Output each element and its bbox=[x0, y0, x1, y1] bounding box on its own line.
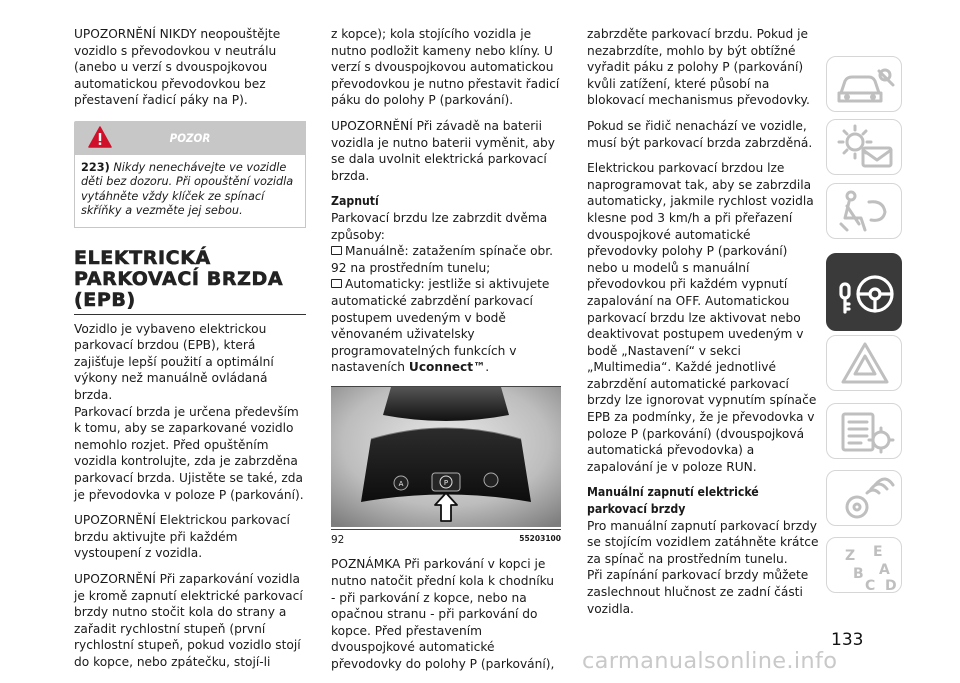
bullet-automatic-end: . bbox=[485, 360, 490, 375]
tab-safety[interactable] bbox=[826, 183, 902, 239]
subheading-manual-engage: Manuální zapnutí elektrické parkovací brzdy bbox=[587, 485, 759, 517]
note-exit-paragraph: UPOZORNĚNÍ Elektrickou parkovací brzdu aktivujte při každém vystoupení z vozidla. bbox=[74, 513, 290, 561]
noise-paragraph: Při zapínání parkovací brzdy můžete zaslechnout hlučnost ze zadní části vozidla. bbox=[587, 568, 809, 616]
tab-car-info[interactable] bbox=[826, 56, 902, 112]
figure-epb-switch bbox=[331, 387, 561, 527]
key-steering-wheel-icon bbox=[827, 254, 903, 332]
bullet-manual bbox=[331, 243, 561, 276]
warning-header bbox=[74, 121, 306, 155]
watermark: carmanualsonline.info bbox=[582, 648, 838, 674]
battery-note-paragraph: UPOZORNĚNÍ Při závadě na baterii vozidla je nutno baterii vyměnit, aby se dala uvolnit elektrická parkovací brzda. bbox=[331, 118, 555, 183]
page-number: 133 bbox=[831, 630, 864, 650]
tab-starting-driving[interactable] bbox=[826, 253, 902, 331]
hill-descent-button-icon bbox=[484, 473, 498, 487]
bullet-automatic bbox=[331, 276, 561, 376]
svg-text:C: C bbox=[865, 578, 876, 594]
svg-text:E: E bbox=[873, 544, 883, 560]
column-left bbox=[74, 26, 306, 679]
svg-text:P: P bbox=[443, 478, 449, 487]
figure-caption bbox=[331, 532, 561, 549]
epb-intro-paragraph: Vozidlo je vybaveno elektrickou parkovací brzdou (EPB), která zajišťuje lepší použití a optimální výkony než manuálně ovládaná brzda. bbox=[74, 321, 274, 402]
warning-number: 223) bbox=[81, 160, 110, 174]
figure-bottom-rule bbox=[331, 529, 561, 530]
multimedia-icon bbox=[827, 471, 903, 527]
svg-text:B: B bbox=[853, 566, 864, 582]
bullet-automatic-text: Automaticky: jestliže si aktivujete automatické zabrzdění parkovací postupem uvedeným v bodě věnovaném uživatelsky programovatelných funkcích v nastaveních bbox=[331, 277, 550, 375]
svg-text:A: A bbox=[398, 479, 404, 488]
figure-code: 55203100 bbox=[519, 533, 561, 543]
tab-warning-lights[interactable] bbox=[826, 119, 902, 175]
tab-emergency[interactable] bbox=[826, 335, 902, 391]
epb-console-illustration bbox=[331, 387, 561, 527]
maintenance-list-icon bbox=[827, 404, 903, 460]
section-heading: ELEKTRICKÁ PARKOVACÍ BRZDA (EPB) bbox=[74, 248, 306, 315]
column-right bbox=[587, 26, 819, 617]
manual-engage-paragraph: Pro manuální zapnutí parkovací brzdy se stojícím vozidlem zatáhněte krátce za spínač na prostředním tunelu. bbox=[587, 518, 819, 566]
warning-lights-icon bbox=[827, 120, 903, 176]
tab-index[interactable] bbox=[826, 537, 902, 593]
warning-text: Nikdy nenechávejte ve vozidle děti bez dozoru. Při opouštění vozidla vytáhněte vždy klíček ze spínací skříňky a vezměte jej sebou. bbox=[81, 160, 294, 218]
driver-absent-paragraph: Pokud se řidič nenachází ve vozidle, musí být parkovací brzda zabrzděná. bbox=[587, 118, 813, 150]
svg-text:D: D bbox=[885, 578, 897, 594]
airbag-safety-icon bbox=[827, 184, 903, 240]
note-parking-paragraph: UPOZORNĚNÍ Při zaparkování vozidla je kromě zapnutí elektrické parkovací brzdy nutno stočit kola do strany a zařadit rychlostní stupeň (první rychlostní stupeň, pokud vozidlo stojí do kopce, nebo zpátečku, stojí-li bbox=[74, 571, 303, 669]
brake-continued-paragraph: zabrzděte parkovací brzdu. Pokud je nezabrzdíte, mohlo by být obtížné vyřadit páku z polohy P (parkování) kvůli zatížení, které působí na blokovací mechanismus převodovky. bbox=[587, 27, 810, 108]
warning-box bbox=[74, 155, 306, 228]
auto-programming-paragraph: Elektrickou parkovací brzdou lze naprogramovat tak, aby se zabrzdila automaticky, jakmile rychlost vozidla klesne pod 3 km/h a při přeřazení dvouspojkové automatické převodovky polohy P (parkování) nebo u modelů s manuální převodovkou při každém vypnutí zapalování na OFF. Automatickou parkovací brzdu lze aktivovat nebo deaktivovat postupem uvedeným v bodě „Nastavení“ v sekci „Multimedia“. Každé jednotlivé zabrzdění automatické parkovací brzdy lze ignorovat vypnutím spínače EPB za podmínky, že je převodovka v poloze P (parkování) (dvouspojková automatická převodovka) a zapalování je v poloze RUN. bbox=[587, 161, 817, 474]
alphabetical-index-icon bbox=[827, 538, 903, 594]
bullet-box-icon bbox=[331, 279, 342, 288]
note-slope-paragraph: POZNÁMKA Při parkování v kopci je nutno natočit přední kola k chodníku - při parkování z kopce, nebo na opačnou stranu - při parkování do kopce. Před přestavením dvouspojkové automatické převodovky do polohy P (parkování), bbox=[331, 557, 555, 672]
bullet-manual-text: Manuálně: zatažením spínače obr. 92 na prostředním tunelu; bbox=[331, 244, 554, 275]
intro-paragraph: UPOZORNĚNÍ NIKDY neopouštějte vozidlo s převodovkou v neutrálu (anebo u verzí s dvouspojkovou automatickou převodovkou bez přestavení řadicí páky na P). bbox=[74, 27, 281, 108]
subheading-zapnuti: Zapnutí bbox=[331, 194, 379, 209]
tab-multimedia[interactable] bbox=[826, 470, 902, 526]
warning-title: POZOR bbox=[169, 130, 211, 145]
figure-number: 92 bbox=[331, 533, 345, 546]
tab-maintenance[interactable] bbox=[826, 403, 902, 459]
svg-text:Z: Z bbox=[845, 548, 856, 564]
svg-text:A: A bbox=[879, 562, 890, 578]
parking-continued-paragraph: z kopce); kola stojícího vozidla je nutno podložit kameny nebo klíny. U verzí s dvouspojkovou automatickou převodovkou je nutno přestavit řadicí páku do polohy P (parkování). bbox=[331, 27, 560, 108]
car-info-icon bbox=[827, 57, 903, 113]
bullet-box-icon bbox=[331, 246, 342, 255]
emergency-triangle-icon bbox=[827, 336, 903, 392]
methods-paragraph: Parkovací brzdu lze zabrzdit dvěma způsoby: bbox=[331, 210, 548, 242]
epb-purpose-paragraph: Parkovací brzda je určena především k tomu, aby se zaparkované vozidlo nemohlo rozjet. Před opuštěním vozidla kontrolujte, zda je zabrzděna parkovací brzda. Ujistěte se také, zda je převodovka v poloze P (parkování). bbox=[74, 404, 304, 502]
uconnect-label: Uconnect™ bbox=[408, 360, 486, 375]
column-middle bbox=[331, 26, 561, 682]
